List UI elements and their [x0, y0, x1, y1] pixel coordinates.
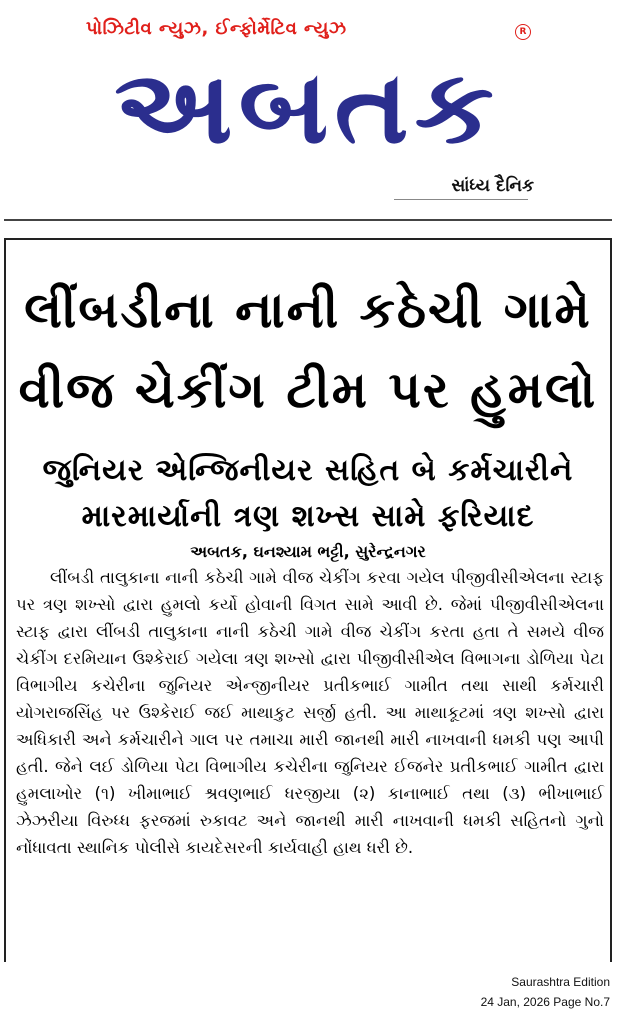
edition-info	[481, 972, 610, 1012]
edition-date-page: 24 Jan, 2026 Page No.7	[480, 995, 610, 1009]
subhead-line-1: જુનિયર એન્જિનીયર સહિત બે કર્મચારીને	[42, 453, 574, 488]
headline-line-2: વીજ ચેકીંગ ટીમ પર હુમલો	[18, 361, 598, 419]
masthead-tagline: પોઝિટીવ ન્યુઝ, ઈન્ફોર્મેટિવ ન્યુઝ	[86, 18, 347, 39]
article-byline: અબતક, ઘનશ્યામ ભટ્ટી, સુરેન્દ્રનગર	[190, 542, 426, 561]
subhead-line-2: મારમાર્યાની ત્રણ શખ્સ સામે ફરિયાદ	[81, 499, 535, 534]
masthead-subtitle: સાંધ્ય દૈનિક	[451, 176, 534, 196]
edition-name: Saurashtra Edition	[511, 975, 610, 989]
masthead-divider	[4, 219, 612, 221]
article-body: લીંબડી તાલુકાના નાની કઠેચી ગામે વીજ ચેકીંગ કરવા ગયેલ પીજીવીસીએલના સ્ટાફ પર ત્રણ શખ્સો દ્વારા હુમલો કર્યો હોવાની વિગત સામે આવી છે. જેમાં પીજીવીસીએલના સ્ટાફ દ્વારા લીંબડી તાલુકાના નાની કઠેચી ગામે વીજ ચેકીંગ કરતા હતા તે સમયે વીજ ચેકીંગ દરમિયાન ઉશ્કેરાઈ ગયેલા ત્રણ શખ્સો દ્વારા પીજીવીસીએલ વિભાગના ડોળિયા પેટા વિભાગીય કચેરીના જુનિયર એન્જીનીયર પ્રતીકભાઈ ગામીત તથા સાથી કર્મચારી યોગરાજસિંહ પર ઉશ્કેરાઈ જઈ માથાકુટ સર્જી હતી. આ માથાકૂટમાં ત્રણ શખ્સો દ્વારા અધિકારી અને કર્મચારીને ગાલ પર તમાચા મારી જાનથી મારી નાખવાની ધમકી પણ આપી હતી. જેને લઈ ડોળિયા પેટા વિભાગીય કચેરીના જુનિયર ઈજનેર પ્રતીકભાઈ ગામીત દ્વારા હુમલાખોર (૧) ખીમાભાઈ શ્રવણભાઈ ધરજીયા (૨) કાનાભાઈ તથા (૩) ભીખાભાઈ ઝેઝરીયા વિરુધ્ધ ફરજમાં રુકાવટ અને જાનથી મારી નાખવાની ધમકી સહિતનો ગુનો નોંધાવતા સ્થાનિક પોલીસે કાયદેસરની કાર્યવાહી હાથ ધરી છે.	[16, 568, 604, 857]
registered-mark-icon: R	[515, 24, 531, 40]
article-subheadline	[6, 448, 610, 540]
article-box	[4, 238, 612, 962]
headline-line-1: લીંબડીના નાની કઠેચી ગામે	[24, 281, 592, 339]
masthead	[0, 0, 618, 222]
logo-text: અબતક	[114, 49, 500, 167]
subtitle-underline	[394, 199, 528, 200]
article-headline	[6, 270, 610, 430]
newspaper-logo	[84, 44, 530, 172]
